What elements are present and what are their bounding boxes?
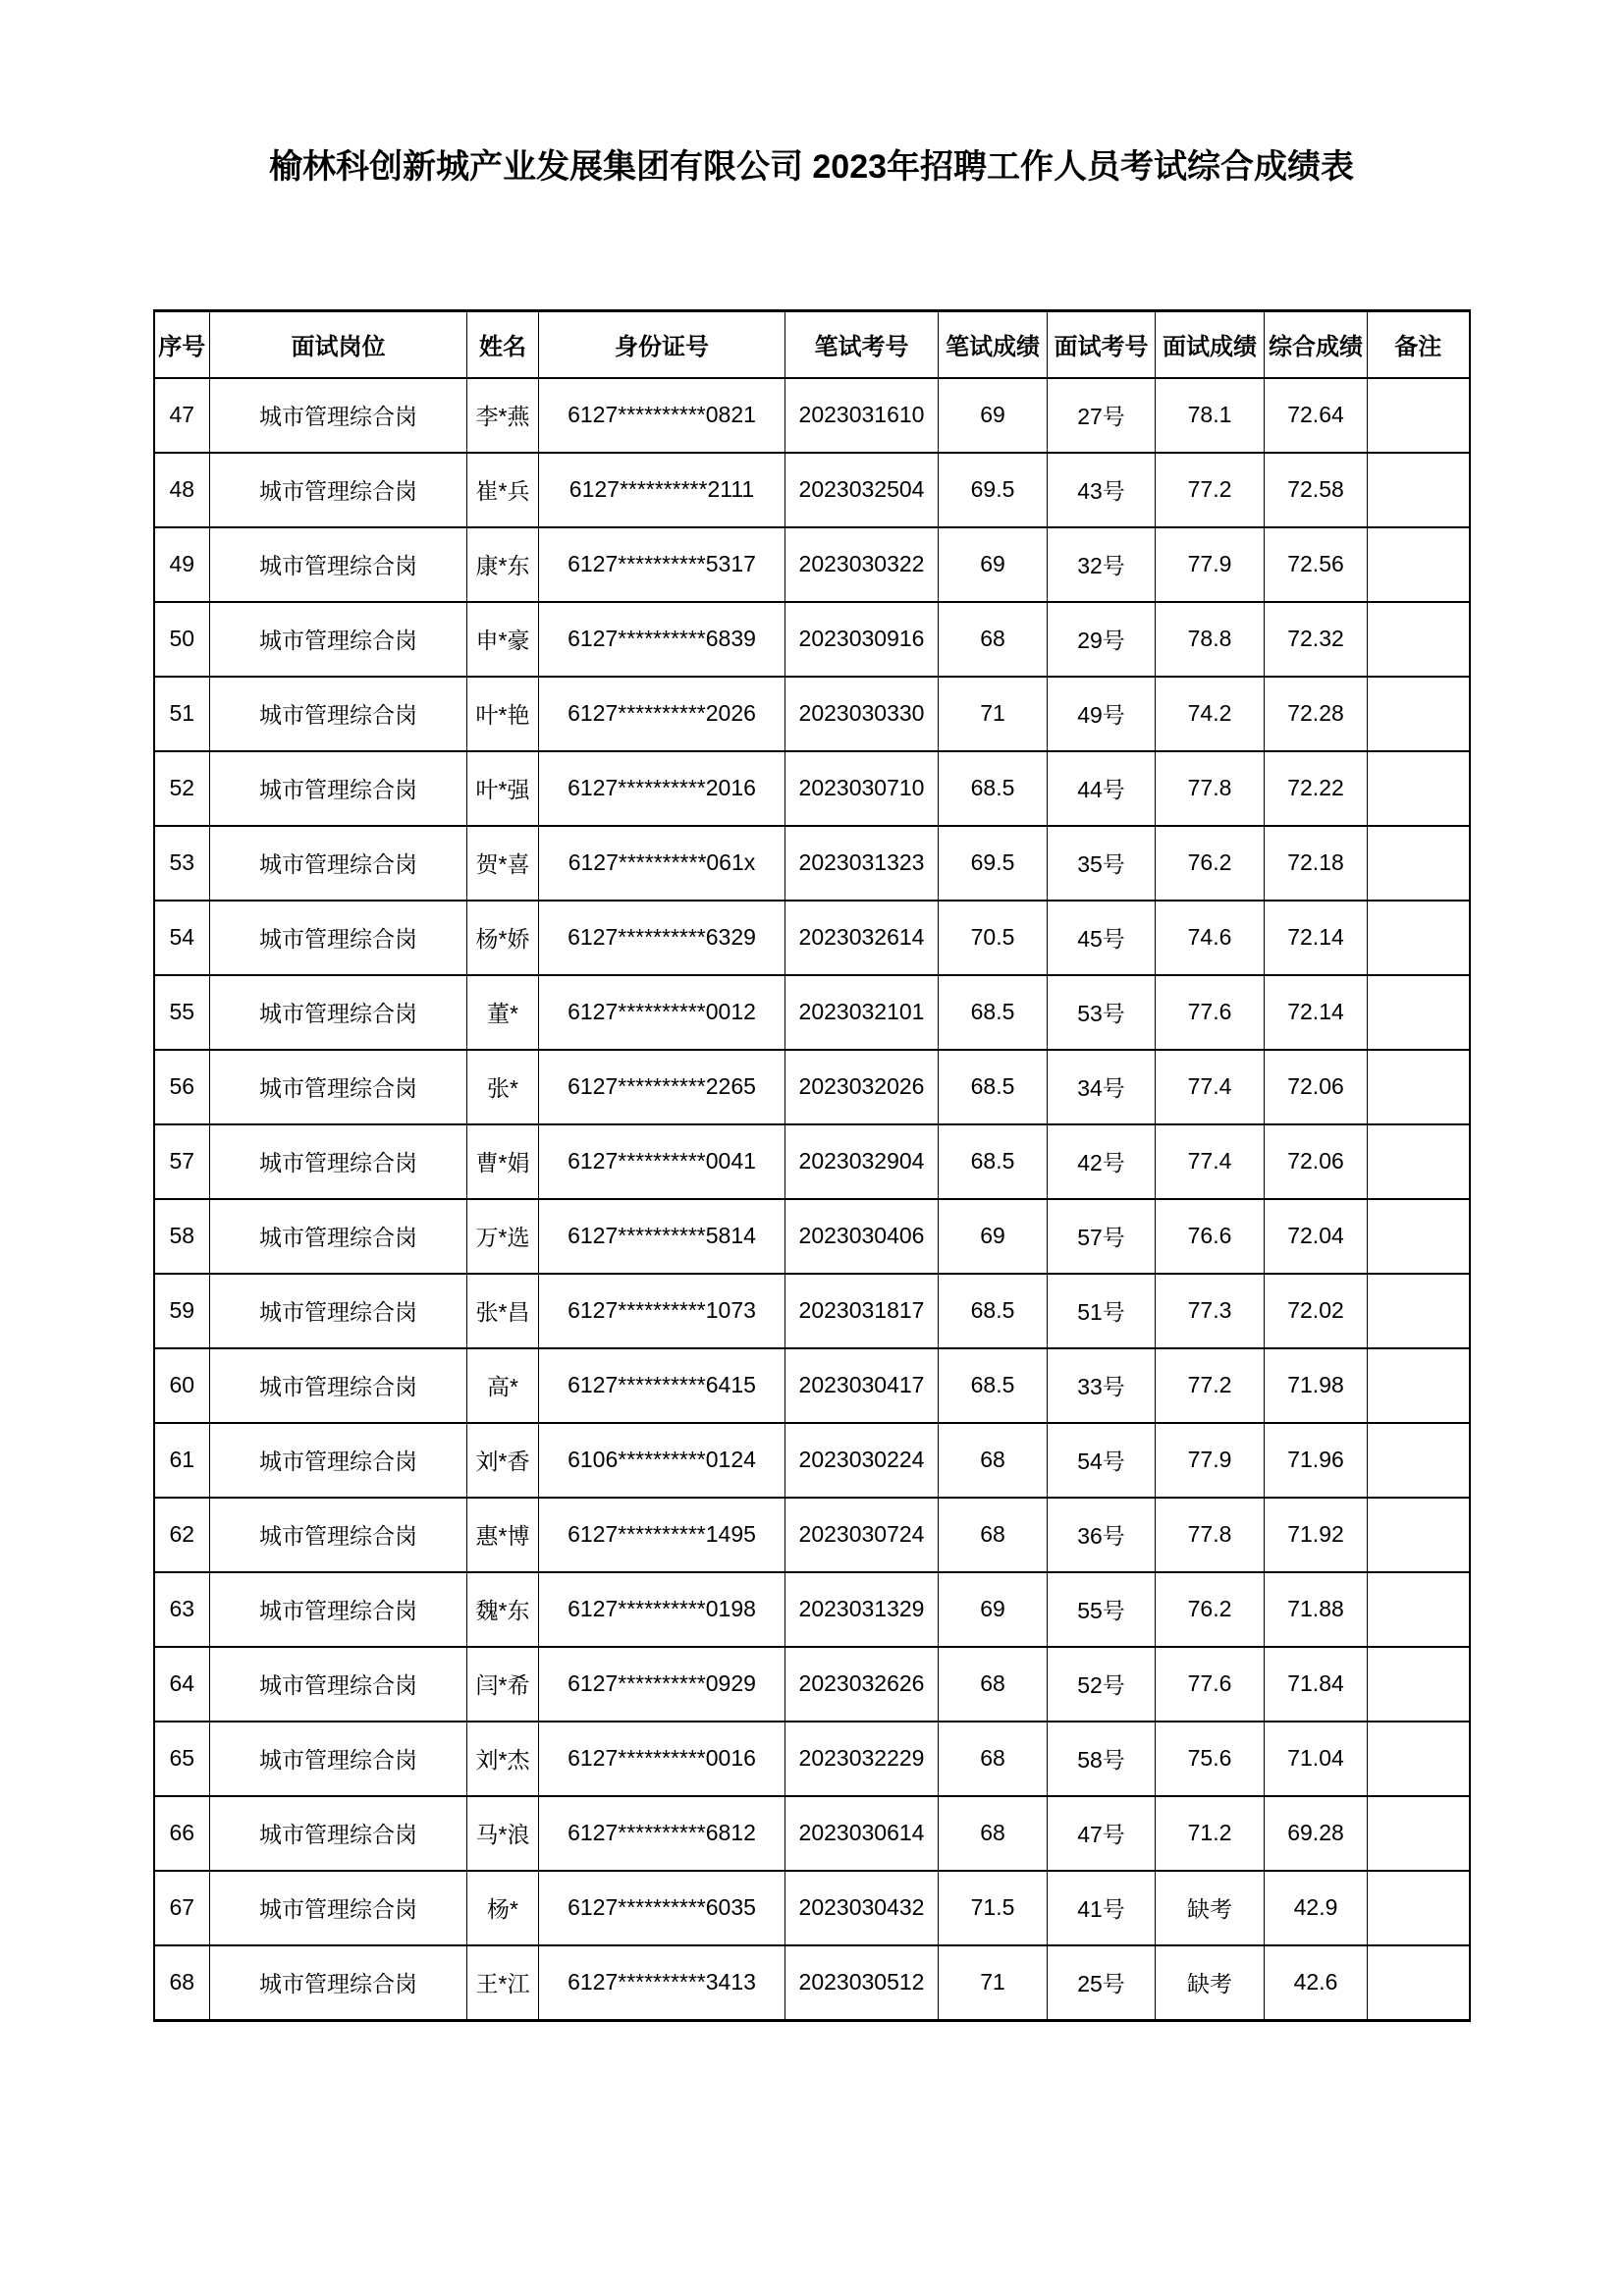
table-cell: 69.5 — [939, 453, 1048, 527]
table-cell: 6127**********6329 — [539, 901, 785, 975]
table-cell: 77.2 — [1156, 453, 1265, 527]
table-cell: 6127**********2026 — [539, 677, 785, 751]
table-cell: 69.28 — [1265, 1796, 1368, 1871]
table-cell: 2023030406 — [785, 1199, 939, 1274]
table-cell — [1368, 1348, 1470, 1423]
table-cell: 65 — [154, 1722, 210, 1796]
table-cell: 6127**********0929 — [539, 1647, 785, 1722]
table-cell: 张*昌 — [467, 1274, 539, 1348]
table-cell — [1368, 826, 1470, 901]
table-cell: 2023032229 — [785, 1722, 939, 1796]
table-row — [154, 1423, 1470, 1498]
table-cell: 城市管理综合岗 — [210, 975, 467, 1050]
column-header: 面试成绩 — [1156, 310, 1265, 378]
table-cell: 47 — [154, 378, 210, 453]
table-cell: 城市管理综合岗 — [210, 1796, 467, 1871]
table-cell: 王*江 — [467, 1945, 539, 2021]
table-cell: 城市管理综合岗 — [210, 1572, 467, 1647]
table-row — [154, 901, 1470, 975]
table-cell: 惠*博 — [467, 1498, 539, 1572]
table-row — [154, 826, 1470, 901]
table-cell: 城市管理综合岗 — [210, 378, 467, 453]
table-cell: 55 — [154, 975, 210, 1050]
table-cell: 72.32 — [1265, 602, 1368, 677]
table-cell: 城市管理综合岗 — [210, 1498, 467, 1572]
table-cell — [1368, 1423, 1470, 1498]
table-row — [154, 602, 1470, 677]
table-cell: 52号 — [1048, 1647, 1156, 1722]
table-cell: 2023030710 — [785, 751, 939, 826]
table-cell: 6127**********6812 — [539, 1796, 785, 1871]
score-table — [153, 309, 1471, 2022]
table-cell: 71.04 — [1265, 1722, 1368, 1796]
table-cell: 2023032504 — [785, 453, 939, 527]
table-cell: 2023032614 — [785, 901, 939, 975]
table-cell: 城市管理综合岗 — [210, 527, 467, 602]
table-cell: 62 — [154, 1498, 210, 1572]
table-row — [154, 751, 1470, 826]
table-cell: 6106**********0124 — [539, 1423, 785, 1498]
table-cell — [1368, 1647, 1470, 1722]
table-cell: 2023031323 — [785, 826, 939, 901]
table-cell: 71.98 — [1265, 1348, 1368, 1423]
table-cell: 6127**********061x — [539, 826, 785, 901]
table-cell: 34号 — [1048, 1050, 1156, 1124]
table-cell: 2023032101 — [785, 975, 939, 1050]
table-cell: 72.58 — [1265, 453, 1368, 527]
table-cell: 66 — [154, 1796, 210, 1871]
table-cell: 董* — [467, 975, 539, 1050]
table-row — [154, 1871, 1470, 1945]
table-row — [154, 1945, 1470, 2021]
table-cell: 60 — [154, 1348, 210, 1423]
table-row — [154, 1722, 1470, 1796]
table-cell: 2023030614 — [785, 1796, 939, 1871]
table-cell: 叶*艳 — [467, 677, 539, 751]
table-cell: 42.9 — [1265, 1871, 1368, 1945]
table-cell: 2023032026 — [785, 1050, 939, 1124]
table-cell: 69 — [939, 527, 1048, 602]
table-cell: 55号 — [1048, 1572, 1156, 1647]
table-cell: 71 — [939, 677, 1048, 751]
table-cell: 57号 — [1048, 1199, 1156, 1274]
table-cell — [1368, 1945, 1470, 2021]
table-cell: 李*燕 — [467, 378, 539, 453]
table-cell: 57 — [154, 1124, 210, 1199]
table-cell: 68 — [939, 1498, 1048, 1572]
table-cell: 56 — [154, 1050, 210, 1124]
column-header: 面试岗位 — [210, 310, 467, 378]
table-cell: 77.6 — [1156, 975, 1265, 1050]
table-cell: 城市管理综合岗 — [210, 1647, 467, 1722]
table-cell — [1368, 1871, 1470, 1945]
table-cell: 72.14 — [1265, 901, 1368, 975]
table-cell — [1368, 527, 1470, 602]
page-title: 榆林科创新城产业发展集团有限公司 2023年招聘工作人员考试综合成绩表 — [268, 148, 1355, 186]
table-cell: 67 — [154, 1871, 210, 1945]
table-cell: 71.5 — [939, 1871, 1048, 1945]
table-cell: 城市管理综合岗 — [210, 1274, 467, 1348]
table-cell — [1368, 975, 1470, 1050]
table-cell: 2023030432 — [785, 1871, 939, 1945]
table-cell: 2023030916 — [785, 602, 939, 677]
table-cell: 49 — [154, 527, 210, 602]
table-cell: 68 — [939, 1423, 1048, 1498]
table-cell: 6127**********0012 — [539, 975, 785, 1050]
table-cell: 70.5 — [939, 901, 1048, 975]
table-cell: 城市管理综合岗 — [210, 1348, 467, 1423]
table-cell — [1368, 1274, 1470, 1348]
table-cell: 68.5 — [939, 1274, 1048, 1348]
table-cell: 6127**********5317 — [539, 527, 785, 602]
table-cell: 魏*东 — [467, 1572, 539, 1647]
table-row — [154, 1348, 1470, 1423]
table-cell: 74.2 — [1156, 677, 1265, 751]
table-cell: 6127**********1073 — [539, 1274, 785, 1348]
table-cell — [1368, 1796, 1470, 1871]
table-cell: 2023032904 — [785, 1124, 939, 1199]
table-cell: 2023031329 — [785, 1572, 939, 1647]
table-cell: 43号 — [1048, 453, 1156, 527]
table-cell: 71.2 — [1156, 1796, 1265, 1871]
table-cell: 杨*娇 — [467, 901, 539, 975]
table-cell: 77.6 — [1156, 1647, 1265, 1722]
table-cell: 77.2 — [1156, 1348, 1265, 1423]
table-cell: 44号 — [1048, 751, 1156, 826]
table-cell: 69 — [939, 1199, 1048, 1274]
table-cell — [1368, 1722, 1470, 1796]
table-row — [154, 1050, 1470, 1124]
table-cell: 2023032626 — [785, 1647, 939, 1722]
column-header: 笔试考号 — [785, 310, 939, 378]
table-row — [154, 1274, 1470, 1348]
column-header: 笔试成绩 — [939, 310, 1048, 378]
table-cell: 城市管理综合岗 — [210, 1423, 467, 1498]
table-row — [154, 677, 1470, 751]
table-cell: 城市管理综合岗 — [210, 453, 467, 527]
table-cell: 城市管理综合岗 — [210, 602, 467, 677]
table-cell: 77.3 — [1156, 1274, 1265, 1348]
table-cell: 6127**********2016 — [539, 751, 785, 826]
table-cell: 万*选 — [467, 1199, 539, 1274]
table-cell: 2023030322 — [785, 527, 939, 602]
table-cell: 申*豪 — [467, 602, 539, 677]
table-cell: 69 — [939, 1572, 1048, 1647]
table-cell: 74.6 — [1156, 901, 1265, 975]
table-cell: 27号 — [1048, 378, 1156, 453]
table-cell: 城市管理综合岗 — [210, 1722, 467, 1796]
table-cell: 69.5 — [939, 826, 1048, 901]
table-cell: 高* — [467, 1348, 539, 1423]
table-cell: 77.8 — [1156, 1498, 1265, 1572]
column-header: 综合成绩 — [1265, 310, 1368, 378]
table-row — [154, 1124, 1470, 1199]
table-cell — [1368, 378, 1470, 453]
table-cell: 76.2 — [1156, 826, 1265, 901]
table-cell: 72.06 — [1265, 1050, 1368, 1124]
table-cell: 6127**********3413 — [539, 1945, 785, 2021]
table-row — [154, 453, 1470, 527]
table-cell: 71.84 — [1265, 1647, 1368, 1722]
table-cell: 68 — [154, 1945, 210, 2021]
table-cell: 72.14 — [1265, 975, 1368, 1050]
table-cell: 75.6 — [1156, 1722, 1265, 1796]
table-row — [154, 1199, 1470, 1274]
table-cell — [1368, 677, 1470, 751]
table-cell: 贺*喜 — [467, 826, 539, 901]
table-cell: 72.22 — [1265, 751, 1368, 826]
table-cell: 51 — [154, 677, 210, 751]
table-cell — [1368, 1199, 1470, 1274]
table-cell: 6127**********0821 — [539, 378, 785, 453]
table-cell: 城市管理综合岗 — [210, 1199, 467, 1274]
table-cell: 77.8 — [1156, 751, 1265, 826]
column-header: 序号 — [154, 310, 210, 378]
table-cell: 6127**********2265 — [539, 1050, 785, 1124]
table-cell: 64 — [154, 1647, 210, 1722]
table-cell: 29号 — [1048, 602, 1156, 677]
table-cell: 61 — [154, 1423, 210, 1498]
table-cell: 6127**********6415 — [539, 1348, 785, 1423]
table-cell: 6127**********6839 — [539, 602, 785, 677]
table-cell: 25号 — [1048, 1945, 1156, 2021]
table-cell: 城市管理综合岗 — [210, 1124, 467, 1199]
table-cell: 49号 — [1048, 677, 1156, 751]
table-cell: 69 — [939, 378, 1048, 453]
table-cell: 6127**********6035 — [539, 1871, 785, 1945]
table-cell: 68.5 — [939, 975, 1048, 1050]
table-cell: 58 — [154, 1199, 210, 1274]
table-cell: 78.1 — [1156, 378, 1265, 453]
table-cell: 68.5 — [939, 1050, 1048, 1124]
table-cell — [1368, 602, 1470, 677]
table-cell: 72.04 — [1265, 1199, 1368, 1274]
table-cell: 53 — [154, 826, 210, 901]
table-cell: 68 — [939, 1796, 1048, 1871]
table-cell: 77.4 — [1156, 1050, 1265, 1124]
table-cell: 41号 — [1048, 1871, 1156, 1945]
table-cell: 71.96 — [1265, 1423, 1368, 1498]
table-cell: 6127**********5814 — [539, 1199, 785, 1274]
table-cell: 42号 — [1048, 1124, 1156, 1199]
table-row — [154, 975, 1470, 1050]
table-cell: 32号 — [1048, 527, 1156, 602]
table-cell: 2023030330 — [785, 677, 939, 751]
table-cell — [1368, 1572, 1470, 1647]
table-row — [154, 1796, 1470, 1871]
table-cell: 68 — [939, 602, 1048, 677]
table-row — [154, 378, 1470, 453]
table-cell: 53号 — [1048, 975, 1156, 1050]
table-cell: 77.9 — [1156, 1423, 1265, 1498]
table-cell: 50 — [154, 602, 210, 677]
column-header: 面试考号 — [1048, 310, 1156, 378]
table-row — [154, 527, 1470, 602]
table-cell: 52 — [154, 751, 210, 826]
table-cell: 张* — [467, 1050, 539, 1124]
table-cell: 72.02 — [1265, 1274, 1368, 1348]
table-cell — [1368, 1498, 1470, 1572]
table-row — [154, 1498, 1470, 1572]
table-cell: 77.4 — [1156, 1124, 1265, 1199]
table-cell: 康*东 — [467, 527, 539, 602]
table-cell: 54号 — [1048, 1423, 1156, 1498]
table-cell: 68 — [939, 1647, 1048, 1722]
table-cell: 76.6 — [1156, 1199, 1265, 1274]
table-cell: 68.5 — [939, 1124, 1048, 1199]
table-cell: 城市管理综合岗 — [210, 901, 467, 975]
table-cell: 2023030224 — [785, 1423, 939, 1498]
table-cell: 68.5 — [939, 751, 1048, 826]
table-cell — [1368, 1050, 1470, 1124]
table-cell: 71.92 — [1265, 1498, 1368, 1572]
table-cell: 闫*希 — [467, 1647, 539, 1722]
table-cell: 曹*娟 — [467, 1124, 539, 1199]
table-cell: 72.64 — [1265, 378, 1368, 453]
table-body — [154, 378, 1470, 2021]
table-cell: 45号 — [1048, 901, 1156, 975]
table-cell: 城市管理综合岗 — [210, 1945, 467, 2021]
table-cell: 2023030417 — [785, 1348, 939, 1423]
table-cell — [1368, 901, 1470, 975]
table-cell — [1368, 453, 1470, 527]
table-cell: 城市管理综合岗 — [210, 1050, 467, 1124]
table-cell: 68.5 — [939, 1348, 1048, 1423]
table-cell: 马*浪 — [467, 1796, 539, 1871]
table-cell: 2023030724 — [785, 1498, 939, 1572]
table-cell: 6127**********2111 — [539, 453, 785, 527]
table-cell: 2023031817 — [785, 1274, 939, 1348]
table-cell: 缺考 — [1156, 1871, 1265, 1945]
table-cell: 48 — [154, 453, 210, 527]
table-cell: 6127**********0041 — [539, 1124, 785, 1199]
table-cell: 崔*兵 — [467, 453, 539, 527]
table-cell: 35号 — [1048, 826, 1156, 901]
column-header: 身份证号 — [539, 310, 785, 378]
column-header: 姓名 — [467, 310, 539, 378]
table-cell: 缺考 — [1156, 1945, 1265, 2021]
table-cell — [1368, 1124, 1470, 1199]
table-cell: 6127**********0198 — [539, 1572, 785, 1647]
table-cell: 城市管理综合岗 — [210, 751, 467, 826]
table-cell: 51号 — [1048, 1274, 1156, 1348]
table-cell: 城市管理综合岗 — [210, 677, 467, 751]
table-cell: 城市管理综合岗 — [210, 1871, 467, 1945]
table-cell: 72.28 — [1265, 677, 1368, 751]
table-cell: 叶*强 — [467, 751, 539, 826]
table-cell — [1368, 751, 1470, 826]
table-cell: 2023031610 — [785, 378, 939, 453]
table-cell: 71.88 — [1265, 1572, 1368, 1647]
table-cell: 2023030512 — [785, 1945, 939, 2021]
table-cell: 71 — [939, 1945, 1048, 2021]
table-cell: 68 — [939, 1722, 1048, 1796]
table-cell: 78.8 — [1156, 602, 1265, 677]
table-row — [154, 1572, 1470, 1647]
table-cell: 58号 — [1048, 1722, 1156, 1796]
column-header: 备注 — [1368, 310, 1470, 378]
table-cell: 42.6 — [1265, 1945, 1368, 2021]
table-cell: 54 — [154, 901, 210, 975]
table-cell: 33号 — [1048, 1348, 1156, 1423]
table-cell: 72.56 — [1265, 527, 1368, 602]
table-cell: 6127**********0016 — [539, 1722, 785, 1796]
table-cell: 6127**********1495 — [539, 1498, 785, 1572]
table-cell: 72.06 — [1265, 1124, 1368, 1199]
table-cell: 36号 — [1048, 1498, 1156, 1572]
table-cell: 刘*香 — [467, 1423, 539, 1498]
table-header-row — [154, 310, 1470, 378]
table-cell: 59 — [154, 1274, 210, 1348]
table-cell: 刘*杰 — [467, 1722, 539, 1796]
table-cell: 城市管理综合岗 — [210, 826, 467, 901]
table-cell: 63 — [154, 1572, 210, 1647]
table-cell: 77.9 — [1156, 527, 1265, 602]
table-cell: 76.2 — [1156, 1572, 1265, 1647]
table-row — [154, 1647, 1470, 1722]
table-cell: 杨* — [467, 1871, 539, 1945]
table-cell: 72.18 — [1265, 826, 1368, 901]
table-cell: 47号 — [1048, 1796, 1156, 1871]
